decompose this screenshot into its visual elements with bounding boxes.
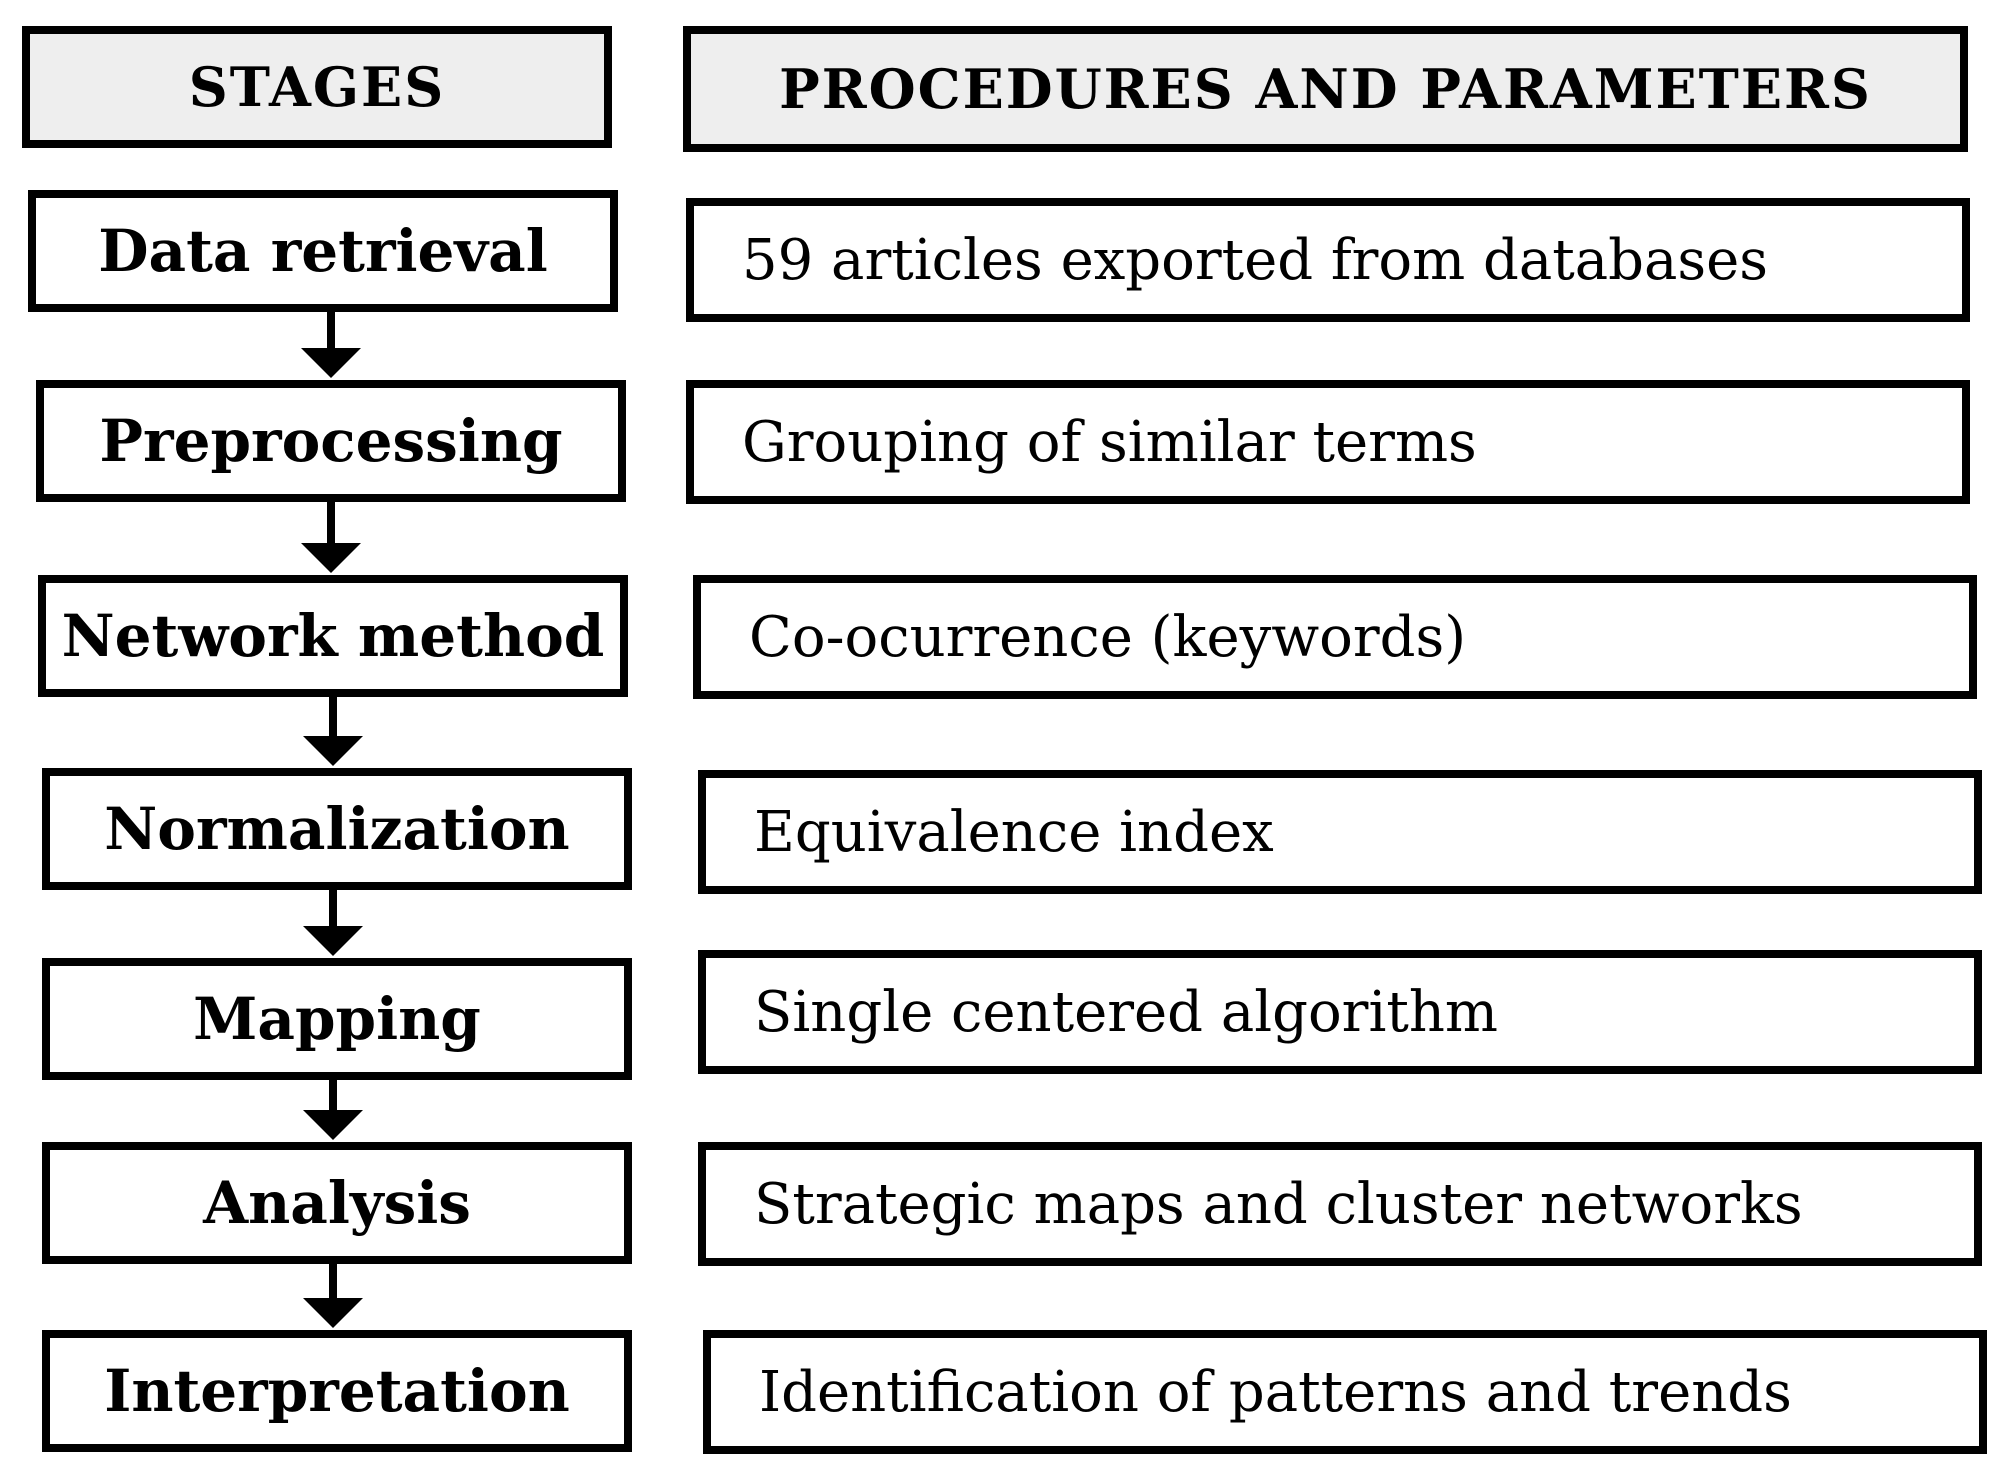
arrow-shaft — [329, 1080, 337, 1114]
stages-header — [22, 26, 612, 148]
stages-header-label: STAGES — [188, 55, 446, 119]
procedure-box-interpretation — [703, 1330, 1987, 1454]
stage-box-data-retrieval — [28, 190, 618, 312]
procedure-box-analysis — [698, 1142, 1982, 1266]
arrow-shaft — [329, 1264, 337, 1302]
procedure-box-preprocessing — [686, 380, 1970, 504]
procedure-label: Strategic maps and cluster networks — [754, 1171, 1803, 1237]
arrow-head — [303, 1298, 363, 1328]
arrow-shaft — [329, 890, 337, 930]
arrow-head — [303, 1110, 363, 1140]
stage-box-normalization — [42, 768, 632, 890]
procedures-header-label: PROCEDURES AND PARAMETERS — [779, 57, 1872, 121]
stage-box-interpretation — [42, 1330, 632, 1452]
procedure-label: Grouping of similar terms — [742, 409, 1477, 475]
procedure-box-network-method — [693, 575, 1977, 699]
stage-label: Interpretation — [104, 1357, 570, 1425]
stage-label: Data retrieval — [98, 217, 548, 285]
stage-label: Analysis — [203, 1169, 471, 1237]
procedure-label: 59 articles exported from databases — [742, 227, 1769, 293]
flow-arrow — [301, 312, 361, 380]
stage-label: Network method — [61, 602, 605, 670]
procedure-box-mapping — [698, 950, 1982, 1074]
procedure-label: Identification of patterns and trends — [759, 1359, 1792, 1425]
flow-arrow — [303, 1264, 363, 1330]
arrow-head — [301, 543, 361, 573]
procedure-box-normalization — [698, 770, 1982, 894]
procedures-header — [683, 26, 1968, 152]
arrow-shaft — [329, 697, 337, 740]
arrow-shaft — [327, 502, 335, 547]
procedure-box-data-retrieval — [686, 198, 1970, 322]
flow-arrow — [303, 1080, 363, 1142]
arrow-head — [303, 736, 363, 766]
stage-label: Mapping — [193, 985, 481, 1053]
stage-box-network-method — [38, 575, 628, 697]
stage-label: Preprocessing — [99, 407, 563, 475]
arrow-head — [303, 926, 363, 956]
stage-box-mapping — [42, 958, 632, 1080]
stage-box-analysis — [42, 1142, 632, 1264]
arrow-shaft — [327, 312, 335, 352]
procedure-label: Equivalence index — [754, 799, 1274, 865]
flow-arrow — [303, 890, 363, 958]
flow-arrow — [301, 502, 361, 575]
procedure-label: Co-ocurrence (keywords) — [749, 604, 1467, 670]
flow-arrow — [303, 697, 363, 768]
stage-label: Normalization — [104, 795, 570, 863]
stage-box-preprocessing — [36, 380, 626, 502]
procedure-label: Single centered algorithm — [754, 979, 1499, 1045]
arrow-head — [301, 348, 361, 378]
